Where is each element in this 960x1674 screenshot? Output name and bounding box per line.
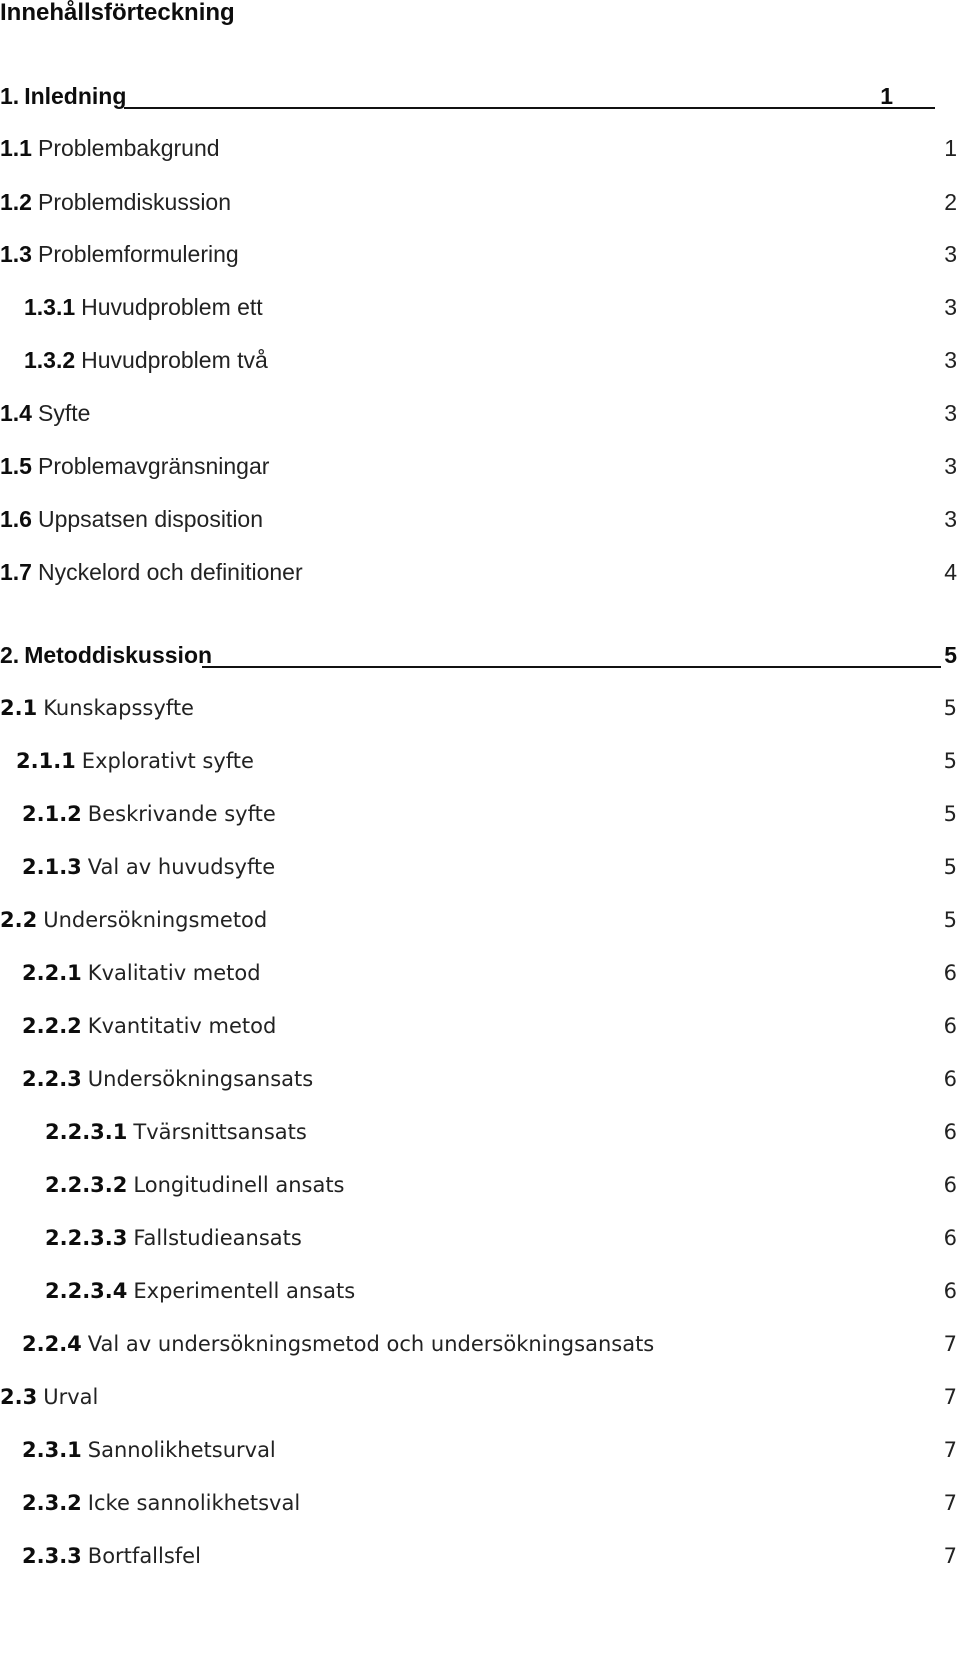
toc-entry-page: 5 <box>943 855 957 879</box>
toc-entry-page: 4 <box>944 559 957 585</box>
toc-entry-page: 7 <box>943 1385 957 1409</box>
toc-entry[interactable] <box>0 798 957 830</box>
toc-entry-label: Syfte <box>37 400 91 426</box>
toc-entry-label: Longitudinell ansats <box>133 1173 345 1197</box>
toc-entry-page: 3 <box>944 453 957 479</box>
toc-entry-number: 1.6 <box>0 506 32 532</box>
toc-entry-number: 1.7 <box>0 559 32 585</box>
toc-entry-number: 1.4 <box>0 400 32 426</box>
toc-entry-label: Val av undersökningsmetod och undersökningsansats <box>87 1332 655 1356</box>
toc-entry-page: 6 <box>943 1173 957 1197</box>
toc-entry-page: 6 <box>943 1014 957 1038</box>
toc-entry[interactable] <box>0 291 957 323</box>
toc-entry-label: Urval <box>43 1385 99 1409</box>
toc-entry-number: 2.2.1 <box>22 961 82 985</box>
toc-entry[interactable] <box>0 692 957 724</box>
toc-entry-label: Uppsatsen disposition <box>37 506 264 532</box>
toc-entry-number: 1.1 <box>0 135 32 161</box>
toc-entry[interactable] <box>0 1487 957 1519</box>
toc-entry-number: 2.2.3.3 <box>45 1226 128 1250</box>
toc-entry-number: 1.3.2 <box>24 347 76 373</box>
toc-entry[interactable] <box>0 1063 957 1095</box>
toc-entry-number: 1.3.1 <box>24 294 76 320</box>
toc-entry-label: Experimentell ansats <box>133 1279 356 1303</box>
toc-entry-label: Huvudproblem ett <box>81 294 263 320</box>
toc-entry-label: Undersökningsansats <box>87 1067 314 1091</box>
toc-entry[interactable] <box>0 1434 957 1466</box>
toc-entry-page: 3 <box>944 506 957 532</box>
toc-entry-number: 1.3 <box>0 241 32 267</box>
toc-entry[interactable] <box>0 238 957 270</box>
toc-entry-page: 2 <box>944 189 957 215</box>
toc-entry[interactable] <box>0 1275 957 1307</box>
toc-entry-number: 2.2.3.1 <box>45 1120 128 1144</box>
toc-entry[interactable] <box>0 1328 957 1360</box>
toc-entry[interactable] <box>0 344 957 376</box>
toc-entry-number: 2.2.3.4 <box>45 1279 128 1303</box>
toc-entry-number: 1. <box>0 83 20 109</box>
toc-entry-page: 5 <box>943 696 957 720</box>
toc-entry-label: Kvalitativ metod <box>87 961 261 985</box>
toc-entry-label: Bortfallsfel <box>87 1544 201 1568</box>
toc-entry[interactable] <box>0 957 957 989</box>
toc-entry-page: 3 <box>944 241 957 267</box>
toc-entry-page: 3 <box>944 347 957 373</box>
toc-entry-page: 1 <box>944 135 957 161</box>
toc-entry-number: 2.2.4 <box>22 1332 82 1356</box>
toc-entry[interactable] <box>0 132 957 164</box>
toc-entry-label: Problembakgrund <box>37 135 220 161</box>
toc-entry-label: Inledning <box>24 83 127 109</box>
toc-entry-number: 2.1.2 <box>22 802 82 826</box>
toc-heading-inledning[interactable] <box>0 80 957 112</box>
toc-entry-number: 1.2 <box>0 189 32 215</box>
toc-entry[interactable] <box>0 186 957 218</box>
toc-entry-number: 2.2.2 <box>22 1014 82 1038</box>
toc-entry-page: 5 <box>944 642 957 668</box>
toc-heading-metoddiskussion[interactable] <box>0 639 957 671</box>
toc-entry-number: 2.2.3 <box>22 1067 82 1091</box>
toc-entry-page: 7 <box>943 1491 957 1515</box>
toc-entry-number: 2.2 <box>0 908 38 932</box>
toc-entry[interactable] <box>0 1540 957 1572</box>
toc-entry-page: 6 <box>943 1226 957 1250</box>
toc-entry[interactable] <box>0 556 957 588</box>
toc-entry[interactable] <box>0 1222 957 1254</box>
toc-entry[interactable] <box>0 503 957 535</box>
toc-entry-number: 2.3.3 <box>22 1544 82 1568</box>
toc-leader-line <box>202 666 941 668</box>
toc-entry-page: 1 <box>880 83 893 109</box>
toc-entry-page: 6 <box>943 1120 957 1144</box>
toc-entry-page: 5 <box>943 749 957 773</box>
toc-entry[interactable] <box>0 397 957 429</box>
toc-entry[interactable] <box>0 1116 957 1148</box>
toc-entry-number: 2.2.3.2 <box>45 1173 128 1197</box>
toc-entry-number: 2.3.2 <box>22 1491 82 1515</box>
toc-entry-label: Explorativt syfte <box>81 749 254 773</box>
toc-entry-label: Huvudproblem två <box>81 347 268 373</box>
toc-entry[interactable] <box>0 745 957 777</box>
toc-entry-number: 2.1 <box>0 696 38 720</box>
toc-leader-line <box>124 107 935 109</box>
toc-entry-label: Beskrivande syfte <box>87 802 276 826</box>
toc-entry[interactable] <box>0 904 957 936</box>
toc-entry-label: Problemavgränsningar <box>37 453 270 479</box>
toc-entry-page: 7 <box>943 1332 957 1356</box>
toc-entry-page: 5 <box>943 802 957 826</box>
toc-entry-number: 2.3 <box>0 1385 38 1409</box>
toc-entry-label: Nyckelord och definitioner <box>37 559 303 585</box>
toc-entry-page: 6 <box>943 961 957 985</box>
toc-entry[interactable] <box>0 1381 957 1413</box>
toc-entry-label: Sannolikhetsurval <box>87 1438 276 1462</box>
toc-entry-page: 5 <box>943 908 957 932</box>
toc-entry-label: Kvantitativ metod <box>87 1014 277 1038</box>
toc-entry-page: 6 <box>943 1279 957 1303</box>
toc-entry[interactable] <box>0 1010 957 1042</box>
toc-entry-page: 3 <box>944 400 957 426</box>
toc-entry-label: Metoddiskussion <box>24 642 213 668</box>
toc-entry-page: 6 <box>943 1067 957 1091</box>
toc-entry-label: Problemdiskussion <box>37 189 232 215</box>
toc-entry-number: 2.3.1 <box>22 1438 82 1462</box>
toc-entry-page: 7 <box>943 1544 957 1568</box>
toc-entry-number: 2.1.3 <box>22 855 82 879</box>
toc-entry-label: Val av huvudsyfte <box>87 855 276 879</box>
toc-entry-label: Icke sannolikhetsval <box>87 1491 301 1515</box>
toc-entry-number: 1.5 <box>0 453 32 479</box>
toc-entry-label: Fallstudieansats <box>133 1226 302 1250</box>
toc-entry-number: 2. <box>0 642 20 668</box>
toc-entry-page: 3 <box>944 294 957 320</box>
toc-entry-page: 7 <box>943 1438 957 1462</box>
toc-entry[interactable] <box>0 1169 957 1201</box>
toc-entry-label: Problemformulering <box>37 241 239 267</box>
toc-entry-label: Kunskapssyfte <box>43 696 194 720</box>
toc-entry-number: 2.1.1 <box>16 749 76 773</box>
toc-entry-label: Tvärsnittsansats <box>133 1120 307 1144</box>
toc-entry[interactable] <box>0 450 957 482</box>
toc-entry[interactable] <box>0 851 957 883</box>
toc-title: Innehållsförteckning <box>0 0 235 26</box>
toc-entry-label: Undersökningsmetod <box>43 908 268 932</box>
